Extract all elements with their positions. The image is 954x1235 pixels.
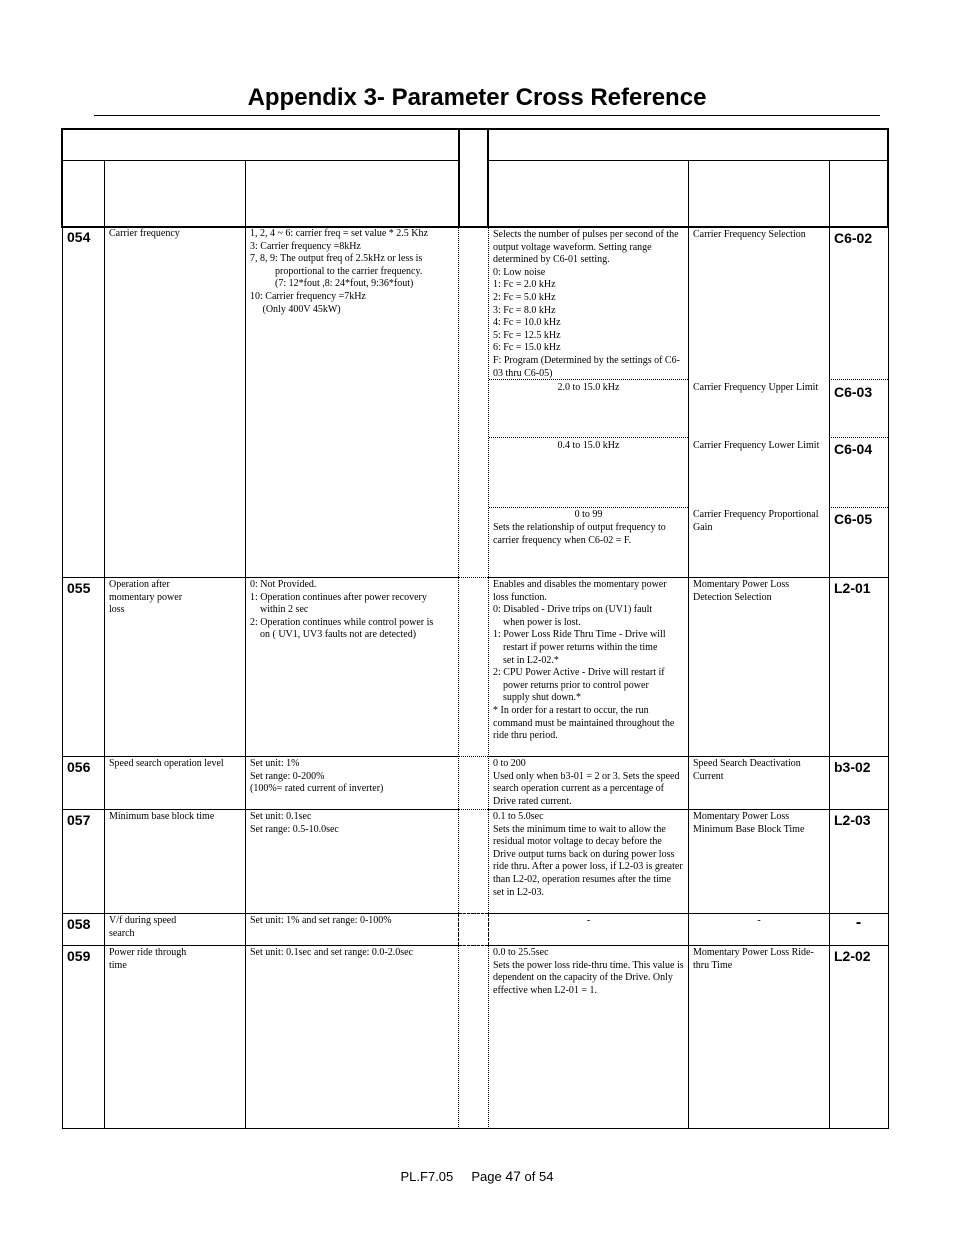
f7-parameter-label: Carrier Frequency Lower Limit	[693, 440, 820, 451]
subrow-dotted-line	[829, 379, 888, 380]
table-left-border	[62, 228, 63, 1129]
parameter-code: 057	[67, 812, 91, 828]
subrow-dotted-line	[829, 507, 888, 508]
parameter-setting: Set unit: 1% and set range: 0-100%	[250, 915, 392, 926]
f7-parameter-code: C6-03	[834, 384, 873, 400]
table-left-border-header	[61, 128, 63, 228]
row-separator	[488, 756, 888, 757]
header-divider-left	[62, 160, 459, 161]
row-separator-dotted	[459, 756, 488, 757]
f7-range-head: 0 to 99	[574, 509, 603, 520]
f7-parameter-code: L2-01	[834, 580, 871, 596]
subrow-dotted-line	[489, 437, 688, 438]
row-separator	[488, 577, 888, 578]
page-title: Appendix 3- Parameter Cross Reference	[247, 84, 707, 111]
header-gap-line-left	[458, 128, 460, 228]
row-separator	[488, 913, 888, 914]
document-id: PL.F7.05	[400, 1169, 454, 1184]
row-separator	[62, 913, 459, 914]
col-line	[829, 228, 830, 1129]
parameter-setting: Set unit: 1% Set range: 0-200% (100%= rated current of inverter)	[250, 758, 384, 795]
f7-parameter-label: Carrier Frequency Selection	[693, 229, 806, 240]
f7-parameter-label: -	[757, 915, 761, 926]
header-col-line	[104, 160, 105, 227]
f7-range: 2.0 to 15.0 kHz	[557, 382, 620, 393]
parameter-setting: Set unit: 0.1sec Set range: 0.5-10.0sec	[250, 811, 339, 835]
table-right-border	[888, 228, 889, 1129]
row-separator	[62, 945, 459, 946]
f7-parameter-code: L2-02	[834, 948, 871, 964]
parameter-name: Power ride through time	[109, 947, 187, 971]
row-separator	[488, 809, 888, 810]
f7-parameter-code: C6-05	[834, 511, 873, 527]
parameter-code: 058	[67, 916, 91, 932]
f7-range: Enables and disables the momentary power loss function. 0: Disabled - Drive trips on (UV1) fault when power is lost. 1: Power Loss Ride Thru Time - Drive will restart if power returns within the time set in L2-02.* 2: CPU Power Active - Drive will restart if power returns prior to control power supply shut down.* * In order for a restart to occur, the run command must be maintained throughout the ride thru period.	[493, 579, 675, 742]
f7-range: Selects the number of pulses per second of the output voltage waveform. Setting range determined by C6-01 setting. 0: Low noise 1: Fc = 2.0 kHz 2: Fc = 5.0 kHz 3: Fc = 8.0 kHz 4: Fc = 10.0 kHz 5: Fc = 12.5 kHz 6: Fc = 15.0 kHz F: Program (Determined by the settings of C6-03 thru C6-05)	[493, 229, 680, 379]
parameter-name: V/f during speed search	[109, 915, 177, 939]
page-number: 47	[505, 1168, 521, 1184]
f7-parameter-label: Momentary Power Loss Detection Selection	[693, 579, 792, 603]
table-bottom-border	[62, 1128, 889, 1129]
page-label: Page	[471, 1169, 502, 1184]
page-footer	[0, 1168, 954, 1184]
f7-parameter-code: -	[855, 914, 862, 931]
parameter-code: 056	[67, 759, 91, 775]
parameter-name: Operation after momentary power loss	[109, 579, 183, 616]
col-line	[104, 228, 105, 1129]
page-total: of 54	[524, 1169, 554, 1184]
table-right-border-header	[887, 128, 889, 228]
parameter-name: Speed search operation level	[109, 758, 224, 769]
parameter-name: Carrier frequency	[109, 228, 180, 239]
parameter-code: 054	[67, 229, 91, 245]
col-line	[245, 228, 246, 1129]
f7-parameter-code: L2-03	[834, 812, 871, 828]
row-separator-dotted	[459, 577, 488, 578]
f7-parameter-label: Carrier Frequency Upper Limit	[693, 382, 819, 393]
f7-range: 0.4 to 15.0 kHz	[557, 440, 620, 451]
f7-parameter-label: Speed Search Deactivation Current	[693, 758, 804, 782]
row-separator	[62, 577, 459, 578]
f7-parameter-label: Momentary Power Loss Minimum Base Block Time	[693, 811, 805, 835]
header-col-line	[829, 160, 830, 227]
f7-range: 0.1 to 5.0sec Sets the minimum time to wait to allow the residual motor voltage to decay before the Drive output turns back on during power loss ride thru. After a power loss, if L2-03 is greater than L2-02, operation resumes after the time set in L2-03.	[493, 811, 683, 898]
parameter-setting: 1, 2, 4 ~ 6: carrier freq = set value * 2.5 Khz 3: Carrier frequency =8kHz 7, 8, 9: The output freq of 2.5kHz or less is proportional to the carrier frequency. (7: 12*fout ,8: 24*fout, 9:36*fout) 10: Carrier frequency =7kHz (Only 400V 45kW)	[250, 228, 428, 315]
header-col-line	[688, 160, 689, 227]
title-rule	[94, 115, 880, 116]
f7-range: Sets the relationship of output frequency to carrier frequency when C6-02 = F.	[493, 522, 669, 546]
f7-range: 0 to 200 Used only when b3-01 = 2 or 3. Sets the speed search operation current as a percentage of Drive rated current.	[493, 758, 680, 807]
parameter-setting: Set unit: 0.1sec and set range: 0.0-2.0sec	[250, 947, 414, 958]
gap-dotted-line-left	[458, 228, 459, 1129]
f7-range: -	[586, 915, 591, 926]
parameter-setting: 0: Not Provided. 1: Operation continues after power recovery within 2 sec 2: Operation continues while control power is on ( UV1, UV3 faults not are detected)	[250, 579, 434, 641]
f7-range: 0.0 to 25.5sec Sets the power loss ride-thru time. This value is dependent on the capacity of the Drive. Only effective when L2-01 = 1.	[493, 947, 684, 996]
gap-highlight-box	[458, 913, 489, 946]
row-separator-dotted	[459, 809, 488, 810]
subrow-dotted-line	[829, 437, 888, 438]
header-col-line	[245, 160, 246, 227]
table-top-border	[62, 128, 889, 130]
row-separator	[62, 756, 459, 757]
parameter-code: 055	[67, 580, 91, 596]
col-line	[688, 228, 689, 1129]
subrow-dotted-line	[489, 507, 688, 508]
f7-parameter-code: C6-02	[834, 230, 873, 246]
row-separator	[488, 945, 888, 946]
parameter-name: Minimum base block time	[109, 811, 215, 822]
f7-parameter-label: Carrier Frequency Proportional Gain	[693, 509, 822, 533]
row-separator	[62, 809, 459, 810]
parameter-code: 059	[67, 948, 91, 964]
f7-parameter-label: Momentary Power Loss Ride-thru Time	[693, 947, 814, 971]
f7-parameter-code: C6-04	[834, 441, 873, 457]
header-gap-line-right	[487, 128, 489, 228]
f7-parameter-code: b3-02	[834, 759, 871, 775]
